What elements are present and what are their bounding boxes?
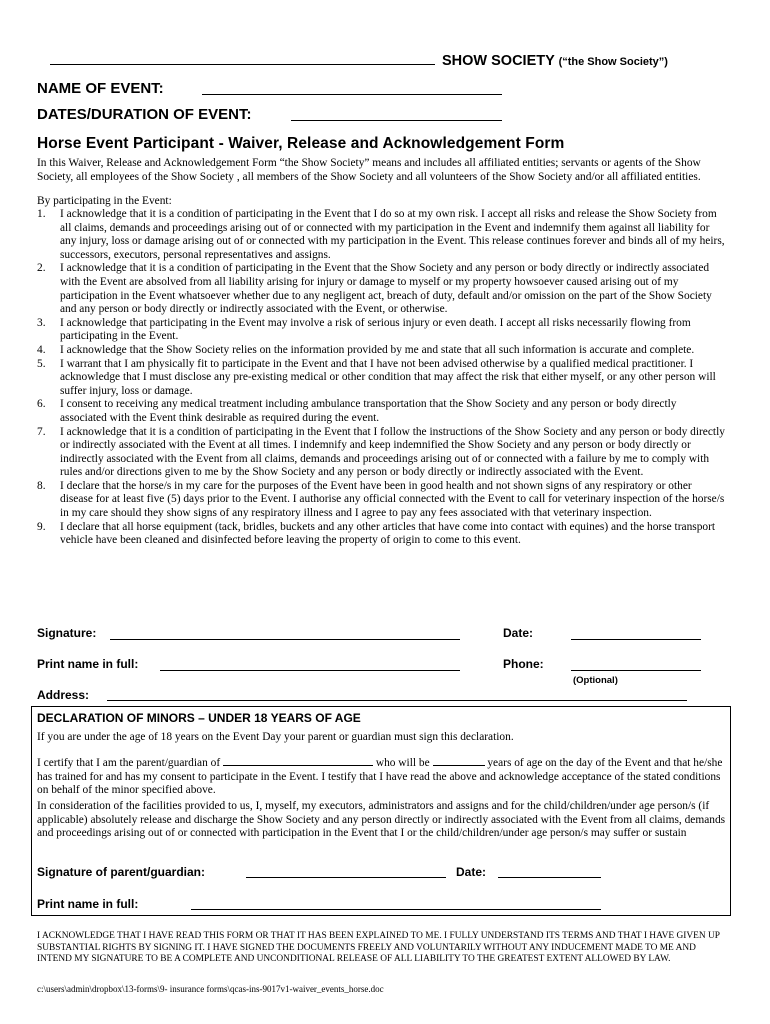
phone-label: Phone: — [503, 657, 544, 671]
address-blank[interactable] — [107, 700, 687, 701]
minor-age-blank[interactable] — [433, 755, 485, 766]
term-text: I acknowledge that participating in the Event may involve a risk of serious injury or even death. I accept all risks necessarily flowing from participating in the Event. — [60, 316, 691, 343]
term-number: 8. — [37, 479, 46, 492]
parent-date-blank[interactable] — [498, 877, 601, 878]
term-item — [37, 398, 725, 425]
term-number: 1. — [37, 208, 46, 220]
term-text: I acknowledge that it is a condition of participating in the Event that I follow the instructions of the Show Society and any person or body directly or indirectly associated with the Event at all times. I indemnify and keep indemnified the Show Society and any person or body directly or indirectly associated with the Event from all claims, demands and proceedings arising out of or connected with a failure by me to comply with rules and/or directions given to me by the Show Society and any person or body directly or indirectly associated with the Event. — [60, 425, 725, 479]
parent-print-name-blank[interactable] — [191, 909, 601, 910]
address-label: Address: — [37, 688, 90, 702]
term-item — [37, 480, 725, 521]
term-item — [37, 358, 725, 399]
term-number: 7. — [37, 425, 46, 438]
society-name-blank[interactable] — [50, 64, 435, 65]
intro-paragraph: In this Waiver, Release and Acknowledgement Form “the Show Society” means and includes all affiliated entities; servants or agents of the Show Society, all employees of the Show Society , all members of the Show Society and all volunteers of the Show Society and/or all affiliated entities. — [37, 157, 701, 183]
print-name-blank[interactable] — [160, 670, 460, 671]
term-item — [37, 344, 725, 358]
date-blank[interactable] — [571, 639, 701, 640]
phone-optional-note: (Optional) — [573, 675, 618, 686]
term-item — [37, 426, 725, 480]
file-path-footer: c:\users\admin\dropbox\13-forms\9- insurance forms\qcas-ins-9017v1-waiver_events_horse.doc — [37, 984, 384, 994]
signature-label: Signature: — [37, 626, 97, 640]
name-of-event-blank[interactable] — [202, 94, 502, 95]
minors-consideration-paragraph: In consideration of the facilities provided to us, I, myself, my executors, administrators and assigns and for the child/children/under age person/s (if applicable) absolutely release and discharge the Show Society and any person directly or indirectly associated with the Event from all claims, demands and proceedings arising out of or connected with participation in the Event that I or the child/children/under age person/s may suffer or sustain — [37, 800, 726, 840]
term-number: 4. — [37, 343, 46, 356]
certify-text-2: who will be — [375, 757, 430, 769]
signature-blank[interactable] — [110, 639, 460, 640]
society-label: SHOW SOCIETY — [442, 53, 555, 69]
minors-title: DECLARATION OF MINORS – UNDER 18 YEARS OF AGE — [37, 711, 361, 725]
parent-print-name-label: Print name in full: — [37, 897, 139, 911]
certify-text-rest: Event and that he/she has trained for and has my consent to participate in the Event. I testify that I have read the above and acknowledge acceptance of the stated conditions on behalf of the minor specified above. — [37, 757, 723, 797]
society-suffix: (“the Show Society”) — [558, 56, 668, 68]
term-number: 5. — [37, 357, 46, 370]
term-item — [37, 317, 725, 344]
date-label: Date: — [503, 626, 534, 640]
term-text: I declare that the horse/s in my care for the purposes of the Event have been in good health and not shown signs of any respiratory or other disease for at least five (5) days prior to the Event. I authorise any official connected with the Event to call for veterinary inspection of the horse/s in my care should they show signs of any respiratory illness and I agree to pay any fees associated with that veterinary inspection. — [60, 479, 725, 520]
term-item — [37, 208, 725, 262]
minors-certify-paragraph — [37, 755, 727, 798]
dates-duration-label: DATES/DURATION OF EVENT: — [37, 106, 252, 123]
term-number: 6. — [37, 398, 46, 411]
certify-text-1: I certify that I am the parent/guardian of — [37, 757, 221, 769]
phone-blank[interactable] — [571, 670, 701, 671]
certify-text-3: years of age on the day of the — [487, 757, 622, 769]
name-of-event-label: NAME OF EVENT: — [37, 80, 164, 97]
term-text: I declare that all horse equipment (tack, bridles, buckets and any other articles that have come into contact with equines) and the horse transport vehicle have been cleaned and disinfected before leaving the property of origin to come to this event. — [60, 520, 716, 547]
term-text: I consent to receiving any medical treatment including ambulance transportation that the Show Society and any person or body directly associated with the Event think desirable as required during the event. — [60, 398, 677, 424]
by-participating-text: By participating in the Event: — [37, 195, 172, 207]
parent-signature-label: Signature of parent/guardian: — [37, 865, 206, 879]
society-heading — [442, 53, 668, 69]
term-text: I warrant that I am physically fit to participate in the Event and that I have not been advised otherwise by a qualified medical practitioner. I acknowledge that I must disclose any pre-existing medical or other condition that may affect the risk that either myself, or any other person will suffer injury, loss or damage. — [60, 357, 716, 397]
dates-duration-blank[interactable] — [291, 120, 502, 121]
form-title: Horse Event Participant - Waiver, Release and Acknowledgement Form — [37, 135, 565, 152]
terms-list — [37, 208, 725, 548]
parent-signature-blank[interactable] — [246, 877, 446, 878]
term-number: 9. — [37, 520, 46, 533]
minor-name-blank[interactable] — [223, 755, 373, 766]
parent-date-label: Date: — [456, 865, 487, 879]
term-text: I acknowledge that the Show Society relies on the information provided by me and state that all such information is accurate and complete. — [60, 343, 695, 356]
term-item — [37, 262, 725, 316]
term-number: 3. — [37, 316, 46, 329]
term-text: I acknowledge that it is a condition of participating in the Event that the Show Society and any person or body directly or indirectly associated with the Event are absolved from all liability arising for injury or damage to myself or my property howsoever caused arising out of my participation in the Event whatsoever whether due to any negligent act, breach of duty, default and/or omission on the part of the Show Society and any person or body directly or indirectly associated with the Event, or otherwise. — [60, 262, 712, 316]
minors-instruction: If you are under the age of 18 years on the Event Day your parent or guardian must sign this declaration. — [37, 731, 514, 743]
acknowledgement-statement: I ACKNOWLEDGE THAT I HAVE READ THIS FORM OR THAT IT HAS BEEN EXPLAINED TO ME. I FULLY UNDERSTAND ITS TERMS AND THAT I HAVE GIVEN UP SUBSTANTIAL RIGHTS BY SIGNING IT. I HAVE SIGNED THE DOCUMENTS FREELY AND VOLUNTARILY WITHOUT ANY INDUCEMENT MADE TO ME AND INTEND MY SIGNATURE TO BE A COMPLETE AND UNCONDITIONAL RELEASE OF ALL LIABILITY TO THE GREATEST EXTENT ALLOWED BY LAW. — [37, 931, 720, 965]
term-number: 2. — [37, 262, 46, 275]
term-text: I acknowledge that it is a condition of participating in the Event that I do so at my own risk. I accept all risks and release the Show Society from all claims, demands and proceedings arising out of or connected with my participation in the Event and indemnify them against all liability for any injury, loss or damage arising out of or connected with my participation in the Event. This release continues forever and binds all of my heirs, successors, executors, personal representatives and assigns. — [60, 208, 725, 261]
print-name-label: Print name in full: — [37, 657, 139, 671]
term-item — [37, 521, 725, 548]
